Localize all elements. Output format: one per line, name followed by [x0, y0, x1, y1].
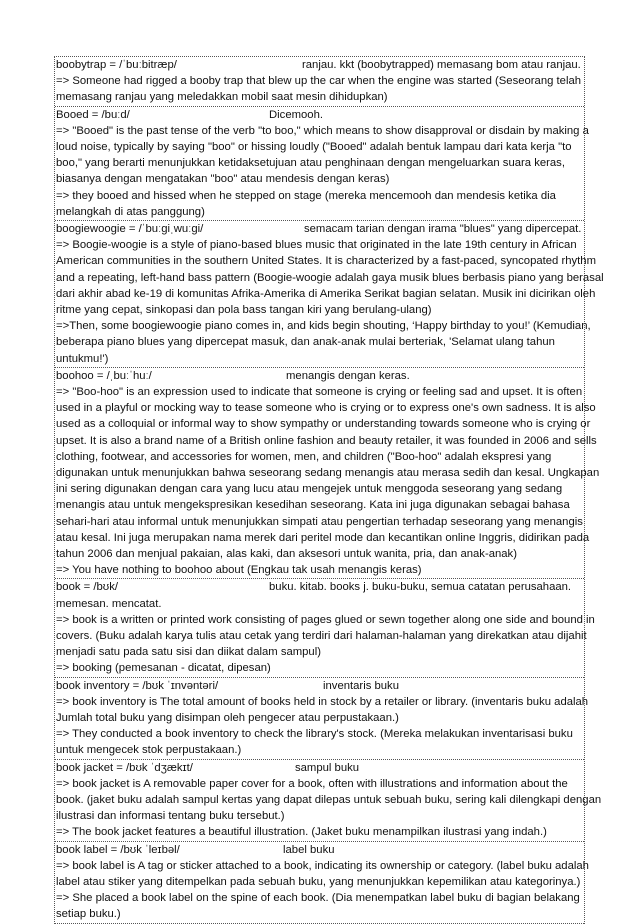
entry-meaning: Dicemooh.	[269, 108, 323, 121]
entry-text-line: menjadi satu pada satu sisi dan diikat dalam sampul)	[56, 646, 321, 659]
entry-text-line: untukmu!')	[56, 352, 109, 365]
entry-term: book inventory = /bʊk ˈɪnvəntəri/	[56, 679, 219, 692]
entry-text-line: => "Booed" is the past tense of the verb "to boo," which means to show disapproval or disdain by making a	[56, 124, 589, 137]
entry-meaning: ranjau. kkt (boobytrapped) memasang bom atau ranjau.	[302, 59, 581, 71]
entry-text-line: sehari-hari atau informal untuk menunjukkan simpati atau pengertian terhadap seseorang yang menangis	[56, 515, 583, 528]
dictionary-entry	[55, 368, 600, 580]
dictionary-entry	[55, 221, 604, 368]
headword-line	[55, 107, 584, 123]
entry-text-line: => book is a written or printed work consisting of pages glued or sewn together along one side and bound in	[56, 613, 595, 626]
entry-text-line: ilustrasi dan informasi tentang buku tersebut.)	[56, 810, 285, 823]
entry-text-line: memasang ranjau yang meledakkan mobil saat mesin dihidupkan)	[56, 91, 388, 104]
headword-line	[55, 221, 584, 237]
headword-line	[55, 842, 584, 858]
entry-text-line: => Someone had rigged a booby trap that blew up the car when the engine was started (Seseorang telah	[56, 75, 582, 88]
entry-text-line: => they booed and hissed when he stepped on stage (mereka mencemooh dan mendesis ketika dia	[56, 189, 556, 202]
dictionary-document	[54, 56, 604, 924]
entry-text-line: => The book jacket features a beautiful illustration. (Jaket buku menampilkan ilustrasi yang indah.)	[56, 826, 547, 839]
entry-term: boogiewoogie = /ˈbuːɡiˌwuːɡi/	[56, 223, 204, 235]
entry-text-line: => Boogie-woogie is a style of piano-based blues music that originated in the late 19th century in African	[56, 239, 577, 252]
entry-term: boohoo = /ˌbuːˈhuː/	[56, 369, 152, 382]
entry-text-line: boo," yang berarti menunjukkan ketidaksetujuan atau penghinaan dengan mengeluarkan suara keras,	[56, 157, 565, 170]
entry-text-line: =>Then, some boogiewoogie piano comes in, and kids begin shouting, ‘Happy birthday to you!’ (Kemudian,	[56, 320, 591, 333]
entry-text-line: setiap buku.)	[56, 908, 121, 921]
dictionary-entry	[55, 842, 589, 924]
entry-text-line: => They conducted a book inventory to check the library's stock. (Mereka melakukan inventarisasi buku	[56, 728, 573, 741]
entry-text-line: => You have nothing to boohoo about (Engkau tak usah menangis keras)	[56, 564, 422, 577]
entry-text-line: => booking (pemesanan - dicatat, dipesan)	[56, 662, 271, 675]
entry-text-line: book. (jaket buku adalah sampul kertas yang dapat dilepas untuk sebuah buku, sering kali dilengkapi dengan	[56, 794, 602, 807]
entry-term: book = /bʊk/	[56, 581, 119, 594]
entry-text-line: beberapa piano blues yang dipercepat masuk, dan anak-anak mulai berteriak, 'Selamat ulang tahun	[56, 336, 555, 349]
entry-text-line: ini sering digunakan dengan cara yang lucu atau mengejek untuk menggoda seseorang yang sedang	[56, 483, 563, 496]
entry-text-line: used in a playful or mocking way to tease someone who is crying or to express one's own sadness. It is also	[56, 402, 596, 415]
entry-text-line: => book jacket is A removable paper cover for a book, often with illustrations and information about the	[56, 777, 568, 790]
entry-meaning: sampul buku	[295, 761, 360, 774]
entry-meaning: menangis dengan keras.	[286, 369, 410, 382]
entry-text-line: => She placed a book label on the spine of each book. (Dia menempatkan label buku di bagian belakang	[56, 892, 580, 905]
entry-term: book label = /bʊk ˈleɪbəl/	[56, 843, 180, 856]
entry-text-line: memesan. mencatat.	[56, 597, 162, 610]
headword-line	[55, 57, 584, 73]
entry-text-line: tahun 2006 dan menjual pakaian, alas kaki, dan aksesori untuk wanita, pria, dan anak-anak)	[56, 548, 517, 561]
entry-text-line: Jumlah total buku yang disimpan oleh pengecer atau perpustakaan.)	[56, 712, 399, 725]
entry-text-line: clothing, footwear, and accessories for women, men, and children ("Boo-hoo" adalah ekspresi yang	[56, 450, 552, 463]
headword-line	[55, 678, 584, 694]
entry-meaning: buku. kitab. books j. buku-buku, semua catatan perusahaan.	[269, 581, 572, 594]
entry-text-line: => book label is A tag or sticker attached to a book, indicating its ownership or category. (label buku adalah	[56, 859, 589, 872]
entry-text-line: American communities in the southern United States. It is characterized by a fast-paced, syncopated rhythm	[56, 255, 597, 268]
entry-meaning: label buku	[283, 843, 335, 856]
entry-text-line: dari akhir abad ke-19 di komunitas Afrika-Amerika di Amerika Serikat bagian selatan. Musik ini dicirikan oleh	[56, 287, 596, 300]
entry-text-line: upset. It is also a brand name of a British online fashion and beauty retailer, it was founded in 2006 and sells	[56, 434, 597, 447]
entry-term: Booed = /buːd/	[56, 108, 130, 121]
entry-text-line: biasanya dengan mengatakan "boo" atau mendesis dengan keras)	[56, 173, 390, 186]
dictionary-entry	[55, 57, 584, 107]
entry-meaning: inventaris buku	[323, 679, 399, 692]
dictionary-entry	[55, 107, 589, 221]
entry-term: boobytrap = /ˈbuːbitræp/	[56, 59, 177, 71]
headword-line	[55, 760, 584, 776]
entry-text-line: menangis atau untuk mengekspresikan kesedihan seseorang. Kata ini juga digunakan sebagai bahasa	[56, 499, 570, 512]
entry-text-line: => book inventory is The total amount of books held in stock by a retailer or library. (inventaris buku adalah	[56, 695, 589, 708]
dictionary-entry	[55, 579, 595, 677]
entry-text-line: loud noise, typically by saying "boo" or hissing loudly ("Booed" adalah bentuk lampau dari kata kerja "to	[56, 140, 572, 153]
entry-text-line: melangkah di atas panggung)	[56, 205, 205, 218]
entry-text-line: => "Boo-hoo" is an expression used to indicate that someone is crying or feeling sad and upset. It is often	[56, 386, 583, 398]
entry-text-line: digunakan untuk menunjukkan bahwa seseorang sedang menangis atau merasa sedih dan kesal. Ungkapan	[56, 467, 600, 480]
dictionary-entry	[55, 760, 602, 842]
entry-text-line: and a repeating, left-hand bass pattern (Boogie-woogie adalah gaya musik blues berbasis piano yang berasal	[56, 271, 604, 284]
entry-term: book jacket = /bʊk ˈdʒækɪt/	[56, 761, 193, 774]
dictionary-entry	[55, 678, 589, 760]
entry-text-line: used as a colloquial or informal way to show sympathy or understanding towards someone who is crying or	[56, 418, 591, 431]
entry-text-line: covers. (Buku adalah karya tulis atau cetak yang terdiri dari halaman-halaman yang direkatkan atau dijahit	[56, 630, 587, 643]
entry-text-line: untuk mengecek stok perpustakaan.)	[56, 744, 242, 757]
entry-text-line: ritme yang cepat, sinkopasi dan pola bass tangan kiri yang berulang-ulang)	[56, 304, 432, 316]
entry-text-line: label atau stiker yang ditempelkan pada sebuah buku, yang menunjukkan kepemilikan atau kategorinya.)	[56, 876, 581, 889]
entry-text-line: atau kesal. Ini juga merupakan nama merek dari peritel mode dan kecantikan online Inggris, didirikan pada	[56, 531, 590, 544]
headword-line	[55, 579, 584, 595]
headword-line	[55, 368, 584, 384]
entry-meaning: semacam tarian dengan irama "blues" yang dipercepat.	[304, 223, 582, 235]
